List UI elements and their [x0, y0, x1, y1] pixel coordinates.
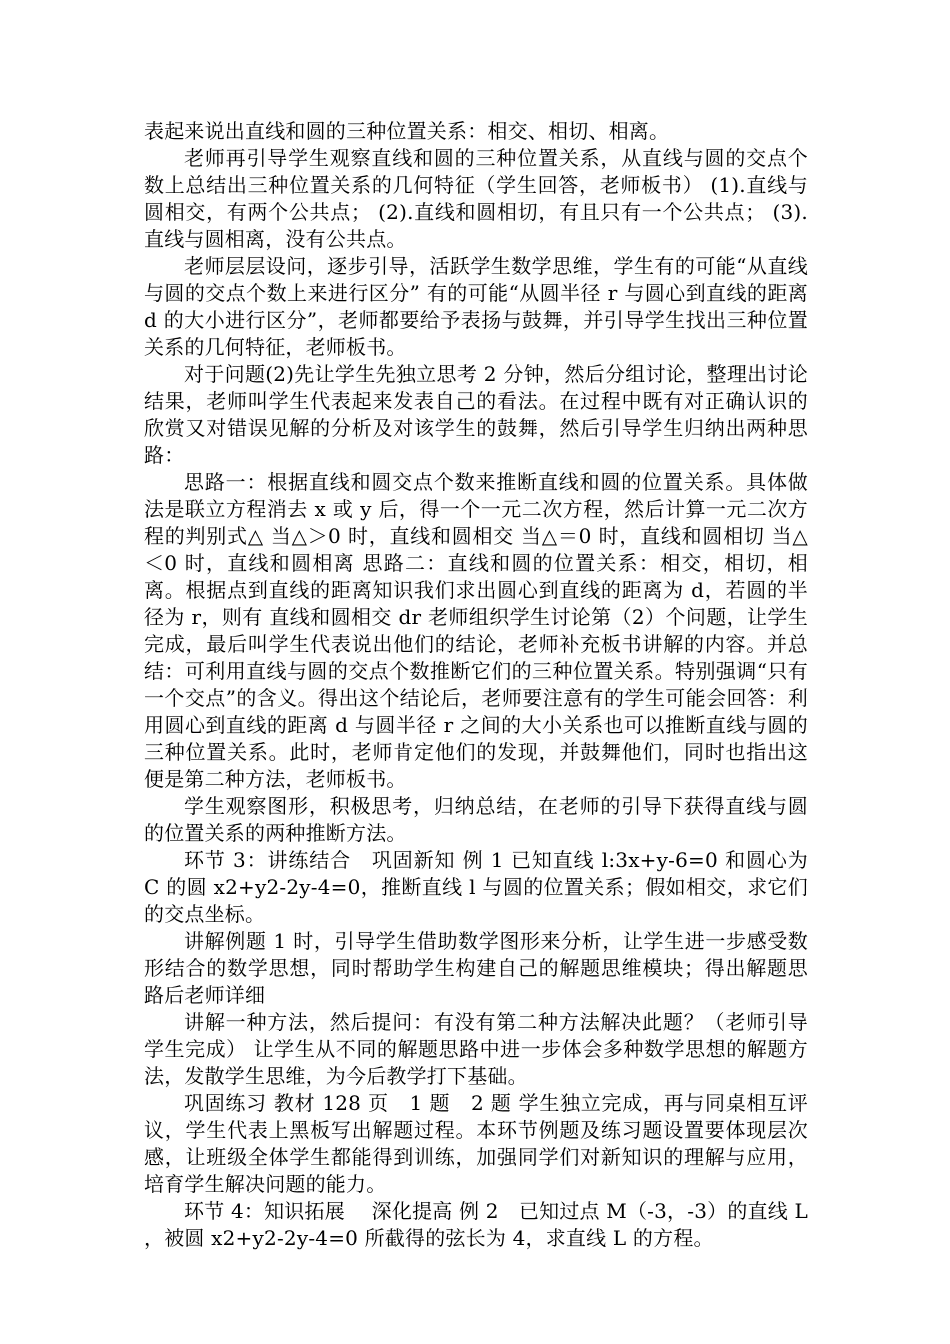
paragraph-guided-questions: 老师层层设问，逐步引导，活跃学生数学思维，学生有的可能“从直线与圆的交点个数上来进行区分” 有的可能“从圆半径 r 与圆心到直线的距离 d 的大小进行区分”，老师都要给予表扬与鼓舞，并引导学生找出三种位置关系的几何特征，老师板书。 [144, 254, 808, 359]
paragraph-step-4-example-2: 环节 4：知识拓展 深化提高 例 2 已知过点 M（-3，-3）的直线 L ，被圆 x2+y2-2y-4=0 所截得的弦长为 4，求直线 L 的方程。 [144, 1199, 808, 1250]
paragraph-step-3-example-1: 环节 3：讲练结合 巩固新知 例 1 已知直线 l:3x+y-6=0 和圆心为 C 的圆 x2+y2-2y-4=0，推断直线 l 与圆的位置关系；假如相交，求它们的交点坐标。 [144, 848, 808, 926]
paragraph-student-summary: 学生观察图形，积极思考，归纳总结，在老师的引导下获得直线与圆的位置关系的两种推断方法。 [144, 794, 808, 845]
paragraph-group-discussion: 对于问题(2)先让学生先独立思考 2 分钟，然后分组讨论，整理出讨论结果，老师叫学生代表起来发表自己的看法。在过程中既有对正确认识的欣赏又对错误见解的分析及对该学生的鼓舞，然后引导学生归纳出两种思路： [144, 362, 808, 467]
paragraph-example-1-explanation: 讲解例题 1 时，引导学生借助数学图形来分析，让学生进一步感受数形结合的数学思想，同时帮助学生构建自己的解题思维模块；得出解题思路后老师详细 [144, 929, 808, 1007]
paragraph-practice: 巩固练习 教材 128 页 1 题 2 题 学生独立完成，再与同桌相互评议，学生代表上黑板写出解题过程。本环节例题及练习题设置要体现层次感，让班级全体学生都能得到训练，加强同学们对新知识的理解与应用，培育学生解决问题的能力。 [144, 1091, 808, 1196]
paragraph-two-approaches: 思路一：根据直线和圆交点个数来推断直线和圆的位置关系。具体做法是联立方程消去 x 或 y 后，得一个一元二次方程，然后计算一元二次方程的判别式△ 当△＞0 时，直线和圆相交 当△＝0 时，直线和圆相切 当△＜0 时，直线和圆相离 思路二：直线和圆的位置关系：相交，相切，相离。根据点到直线的距离知识我们求出圆心到直线的距离为 d，若圆的半径为 r，则有 直线和圆相交 dr 老师组织学生讨论第（2）个问题，让学生完成，最后叫学生代表说出他们的结论，老师补充板书讲解的内容。并总结：可利用直线与圆的交点个数推断它们的三种位置关系。特别强调“只有一个交点”的含义。得出这个结论后，老师要注意有的学生可能会回答：利用圆心到直线的距离 d 与圆半径 r 之间的大小关系也可以推断直线与圆的三种位置关系。此时，老师肯定他们的发现，并鼓舞他们，同时也指出这便是第二种方法，老师板书。 [144, 470, 808, 791]
paragraph-intro: 表起来说出直线和圆的三种位置关系：相交、相切、相离。 [144, 119, 670, 143]
paragraph-geometric-features: 老师再引导学生观察直线和圆的三种位置关系，从直线与圆的交点个数上总结出三种位置关系的几何特征（学生回答，老师板书） (1).直线与圆相交，有两个公共点； (2).直线和圆相切，有且只有一个公共点； (3).直线与圆相离，没有公共点。 [144, 146, 808, 251]
document-body [144, 118, 808, 1252]
paragraph-second-method: 讲解一种方法，然后提问：有没有第二种方法解决此题？（老师引导学生完成） 让学生从不同的解题思路中进一步体会多种数学思想的解题方法，发散学生思维，为今后教学打下基础。 [144, 1010, 808, 1088]
